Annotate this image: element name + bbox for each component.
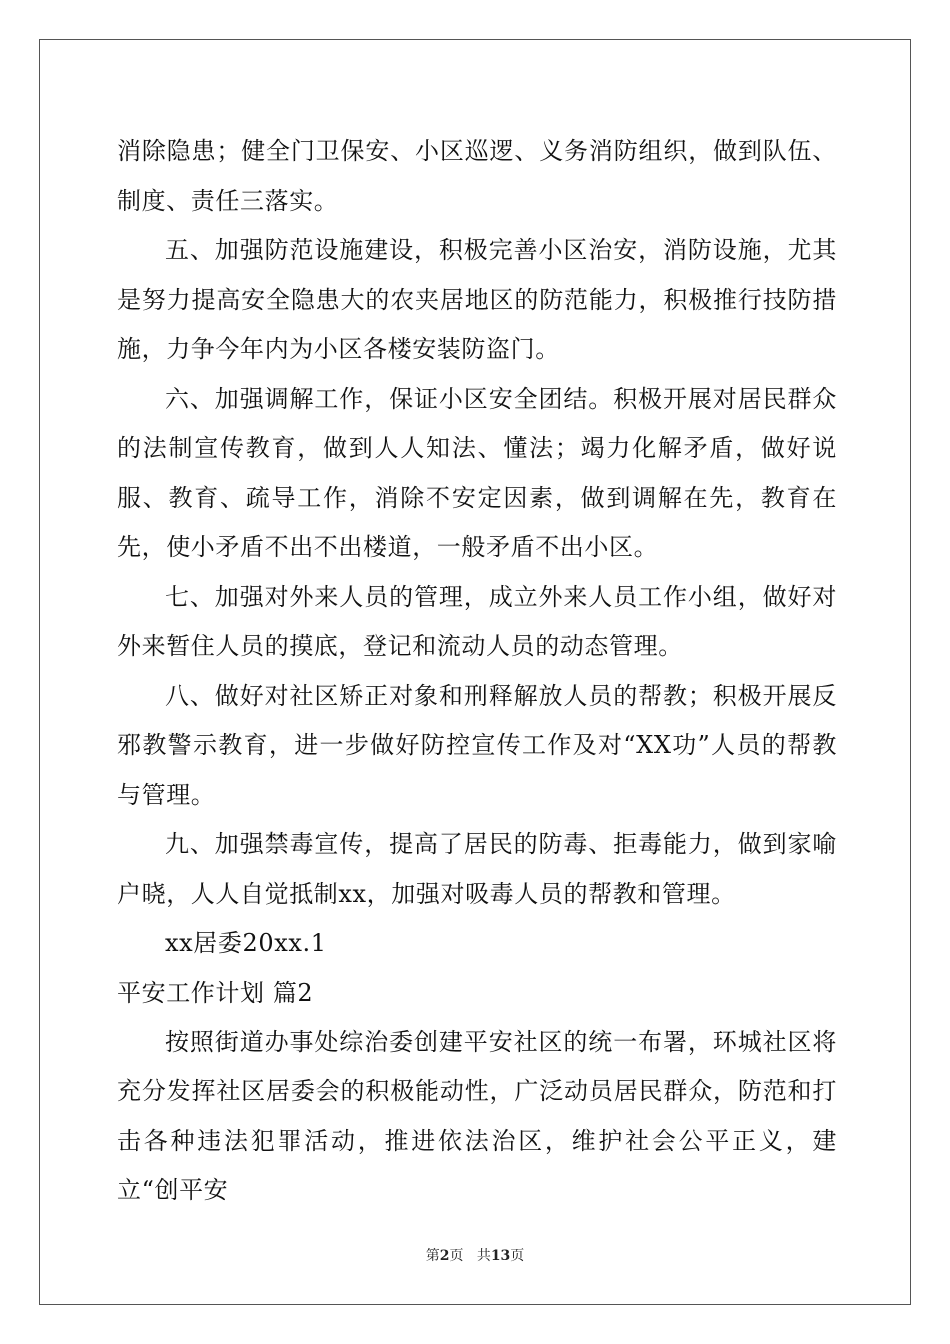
footer-total-prefix: 共 (476, 1248, 491, 1264)
paragraph-item-9: 九、加强禁毒宣传，提高了居民的防毒、拒毒能力，做到家喻户晓，人人自觉抵制xx，加强对吸毒人员的帮教和管理。 (117, 830, 837, 908)
signature-line: xx居委20xx.1 (165, 929, 327, 957)
paragraph-item-5: 五、加强防范设施建设，积极完善小区治安，消防设施，尤其是努力提高安全隐患大的农夹居地区的防范能力，积极推行技防措施，力争今年内为小区各楼安装防盗门。 (117, 236, 837, 363)
page-footer (0, 1245, 950, 1265)
footer-page-suffix: 页 (449, 1248, 464, 1264)
paragraph-item-8: 八、做好对社区矫正对象和刑释解放人员的帮教；积极开展反邪教警示教育，进一步做好防控宣传工作及对“XX功”人员的帮教与管理。 (117, 681, 837, 809)
section-title: 平安工作计划 篇2 (117, 978, 314, 1007)
current-page-number: 2 (439, 1248, 450, 1264)
footer-total-suffix: 页 (510, 1248, 525, 1264)
paragraph-item-7: 七、加强对外来人员的管理，成立外来人员工作小组，做好对外来暂住人员的摸底，登记和流动人员的动态管理。 (117, 582, 837, 660)
total-pages-number: 13 (490, 1248, 511, 1264)
footer-prefix: 第 (425, 1248, 440, 1264)
paragraph-intro: 按照街道办事处综治委创建平安社区的统一布署，环城社区将充分发挥社区居委会的积极能动性，广泛动员居民群众，防范和打击各种违法犯罪活动，推进依法治区，维护社会公平正义，建立“创平安 (117, 1027, 837, 1204)
paragraph-item-6: 六、加强调解工作，保证小区安全团结。积极开展对居民群众的法制宣传教育，做到人人知法、懂法；竭力化解矛盾，做好说服、教育、疏导工作，消除不安定因素，做到调解在先，教育在先，使小矛盾不出不出楼道，一般矛盾不出小区。 (117, 384, 837, 561)
document-body (117, 127, 837, 1216)
paragraph-continued: 消除隐患；健全门卫保安、小区巡逻、义务消防组织，做到队伍、制度、责任三落实。 (117, 137, 837, 215)
